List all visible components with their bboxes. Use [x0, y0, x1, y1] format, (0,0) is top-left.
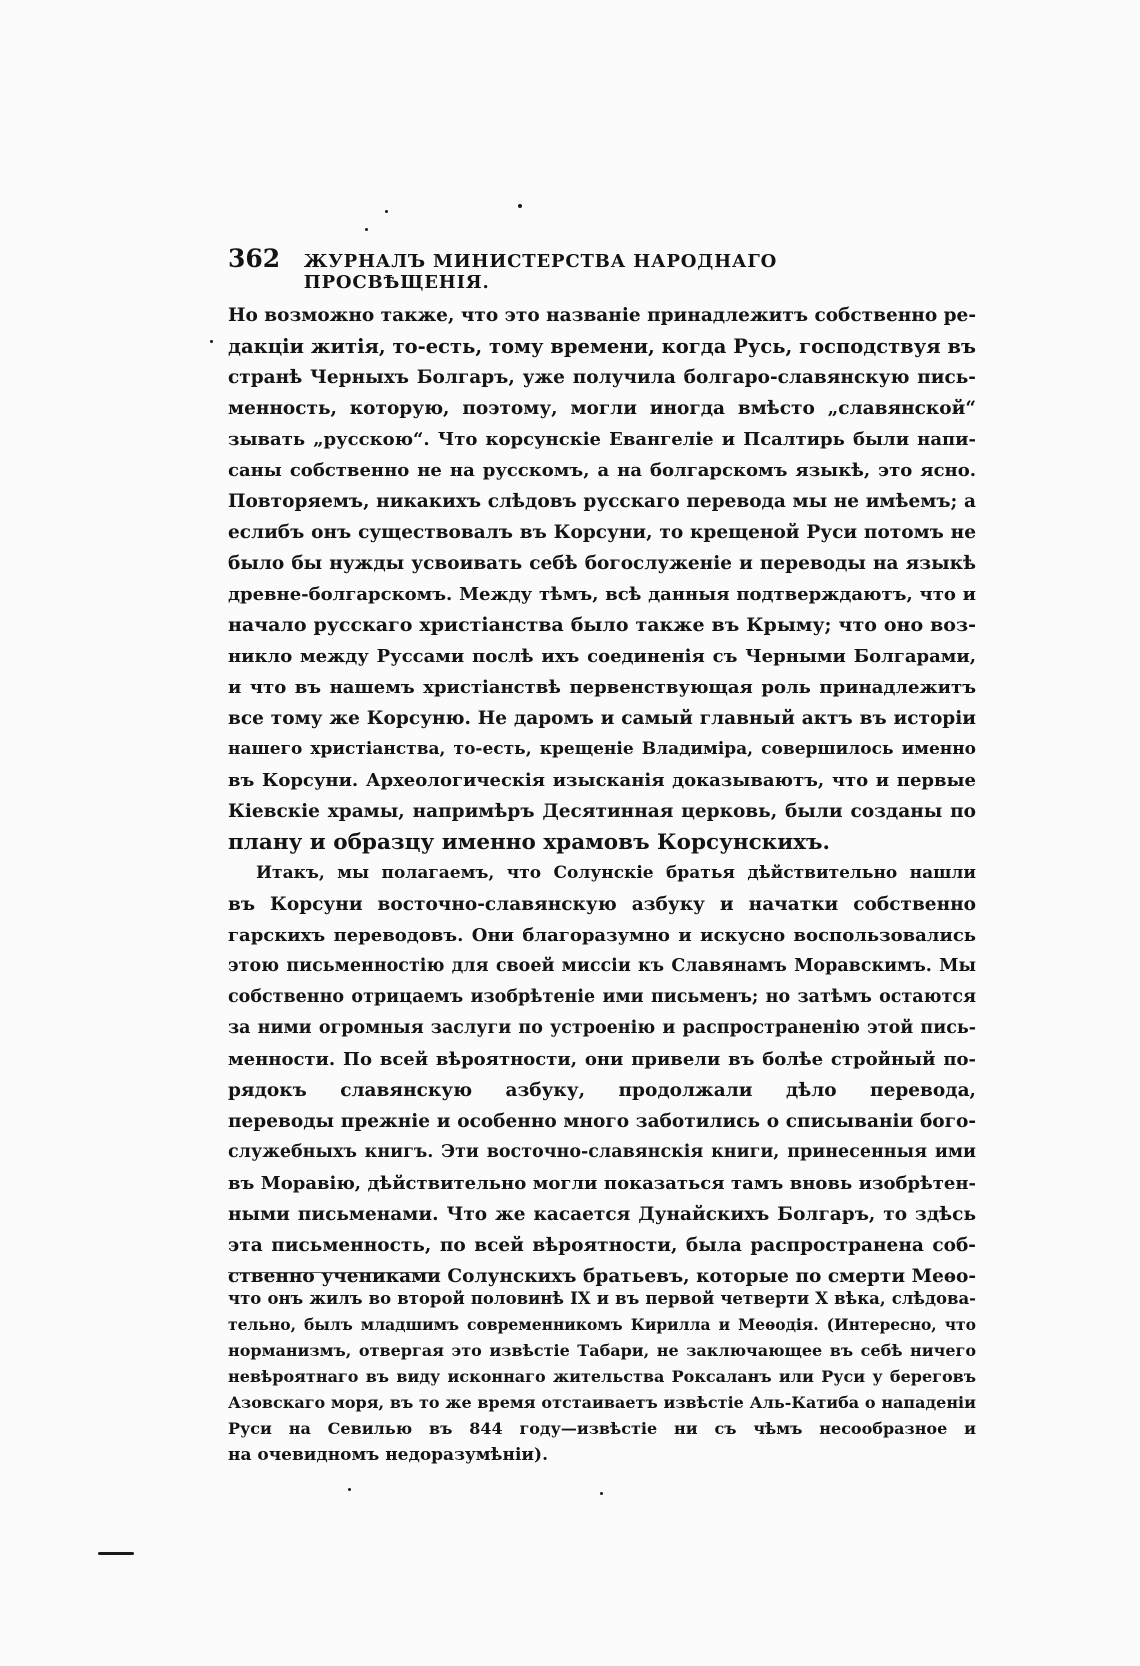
text-line: гарскихъ переводовъ. Они благоразумно и искусно воспользовались: [228, 925, 976, 946]
paragraph-1: [228, 300, 976, 858]
scan-speck: [98, 1552, 134, 1555]
text-line: Кіевскіе храмы, напримѣръ Десятинная церковь, были созданы по: [228, 801, 976, 822]
text-line: никло между Руссами послѣ ихъ соединенія съ Черными Болгарами,: [228, 646, 976, 667]
text-line: собственно отрицаемъ изобрѣтеніе ими письменъ; но затѣмъ остаются: [228, 987, 976, 1007]
paragraph-2: [228, 858, 976, 1292]
footnote-line: норманизмъ, отвергая это извѣстіе Табари, не заключающее въ себѣ ничего: [228, 1341, 976, 1360]
journal-title: ЖУРНАЛЪ МИНИСТЕРСТВА НАРОДНАГО ПРОСВѢЩЕНІЯ.: [303, 251, 778, 293]
main-text: [228, 300, 976, 1292]
text-line: Но возможно также, что это названіе принадлежитъ собственно ре-: [228, 305, 976, 326]
footnote-divider: [228, 1272, 438, 1273]
text-line: древне-болгарскомъ. Между тѣмъ, всѣ данныя подтверждаютъ, что и: [228, 584, 976, 605]
page-header: [228, 244, 968, 293]
page-number: 362: [228, 244, 281, 273]
text-line: Повторяемъ, никакихъ слѣдовъ русскаго перевода мы не имѣемъ; а: [228, 491, 976, 512]
footnote-line: что онъ жилъ во второй половинѣ IX и въ первой четверти X вѣка, слѣдова-: [228, 1289, 976, 1308]
text-line: Итакъ, мы полагаемъ, что Солунскіе братья дѣйствительно нашли: [256, 863, 976, 883]
text-line: въ Корсуни. Археологическія изысканія доказываютъ, что и первые: [228, 770, 976, 791]
text-line: странѣ Черныхъ Болгаръ, уже получила болгаро-славянскую пись-: [228, 367, 976, 388]
text-line: эта письменность, по всей вѣроятности, была распространена соб-: [228, 1235, 976, 1256]
text-line: начало русскаго христіанства было также въ Крыму; что оно воз-: [228, 614, 976, 636]
scan-speck: [600, 1492, 603, 1495]
text-line: и что въ нашемъ христіанствѣ первенствующая роль принадлежитъ: [228, 677, 976, 698]
text-line: ными письменами. Что же касается Дунайскихъ Болгаръ, то здѣсь: [228, 1204, 976, 1225]
text-line: все тому же Корсуню. Не даромъ и самый главный актъ въ исторіи: [228, 708, 976, 729]
text-line: за ними огромныя заслуги по устроенію и распространенію этой пись-: [228, 1018, 976, 1038]
footnote-line: тельно, былъ младшимъ современникомъ Кирилла и Меѳодія. (Интересно, что: [228, 1315, 976, 1334]
text-line: еслибъ онъ существовалъ въ Корсуни, то крещеной Руси потомъ не: [228, 522, 976, 543]
text-line: служебныхъ книгъ. Эти восточно-славянскія книги, принесенныя ими: [228, 1142, 976, 1162]
footnote: [228, 1286, 976, 1468]
text-line: этою письменностію для своей миссіи къ Славянамъ Моравскимъ. Мы: [228, 956, 976, 976]
text-line: въ Корсуни восточно-славянскую азбуку и начатки собственно: [228, 894, 976, 915]
scan-speck: [348, 1488, 351, 1491]
footnote-line: Руси на Севилью въ 844 году—извѣстіе ни съ чѣмъ несообразное и: [228, 1419, 976, 1438]
scan-speck: [385, 210, 388, 213]
footnote-line: на очевидномъ недоразумѣніи).: [228, 1445, 548, 1465]
scan-speck: [365, 228, 368, 231]
text-line: дакціи житія, то-есть, тому времени, когда Русь, господствуя въ: [228, 335, 976, 358]
text-line: ственно учениками Солунскихъ братьевъ, которые по смерти Меѳо-: [228, 1266, 976, 1287]
text-line: переводы прежніе и особенно много заботились о списываніи бого-: [228, 1111, 976, 1132]
text-line: менности. По всей вѣроятности, они привели въ болѣе стройный по-: [228, 1049, 976, 1070]
text-line: саны собственно не на русскомъ, а на болгарскомъ языкѣ, это ясно.: [228, 460, 976, 481]
text-line: нашего христіанства, то-есть, крещеніе Владиміра, совершилось именно: [228, 739, 976, 759]
scan-speck: [210, 340, 213, 343]
text-line: въ Моравію, дѣйствительно могли показаться тамъ вновь изобрѣтен-: [228, 1173, 976, 1194]
scan-speck: [518, 204, 522, 208]
text-line: было бы нужды усвоивать себѣ богослуженіе и переводы на языкѣ: [228, 553, 976, 574]
text-line: плану и образцу именно храмовъ Корсунскихъ.: [228, 830, 830, 855]
footnote-line: Азовскаго моря, въ то же время отстаиваетъ извѣстіе Аль-Катиба о нападеніи: [228, 1393, 976, 1412]
footnote-line: невѣроятнаго въ виду исконнаго жительства Роксаланъ или Руси у береговъ: [228, 1367, 976, 1386]
text-line: менность, которую, поэтому, могли иногда вмѣсто „славянской“: [228, 398, 976, 419]
text-line: рядокъ славянскую азбуку, продолжали дѣло перевода,: [228, 1080, 976, 1101]
text-line: зывать „русскою“. Что корсунскіе Евангеліе и Псалтирь были напи-: [228, 429, 976, 450]
